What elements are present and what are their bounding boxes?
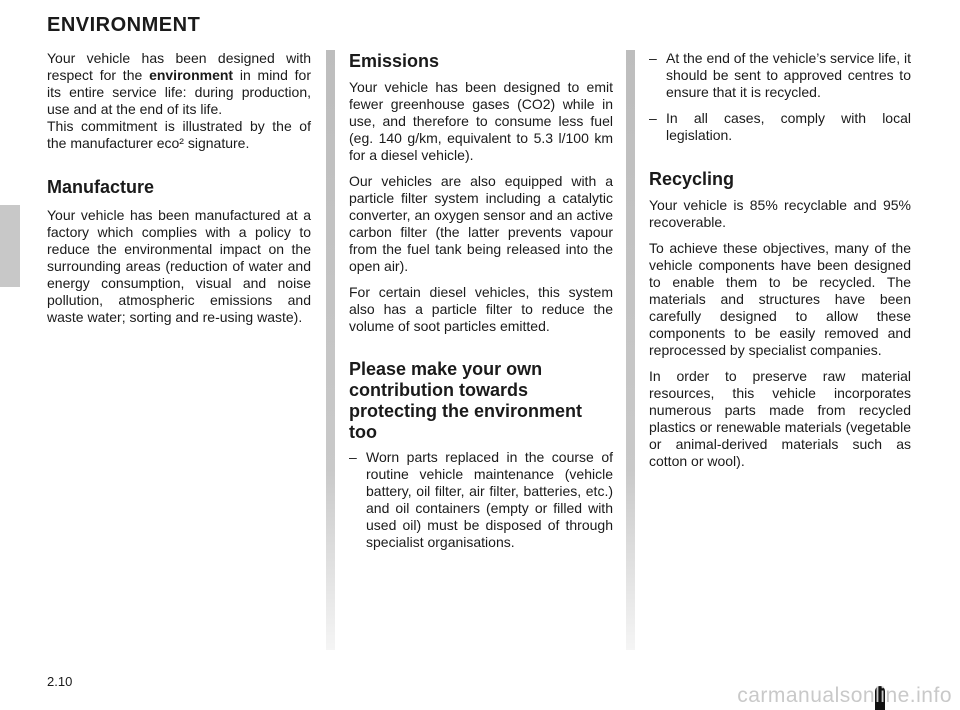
list-item: – In all cases, comply with local legislation.: [649, 110, 911, 143]
column-divider: [326, 50, 335, 650]
recycling-paragraph-3: In order to preserve raw material resources, this vehicle incorporates numerous parts made from recycled plastics or renewable materials (vegetable or animal-derived materials such as cotton or wool).: [649, 368, 911, 469]
manufacture-heading: Manufacture: [47, 177, 155, 197]
list-item: – At the end of the vehicle’s service life, it should be sent to approved centres to ensure that it is recycled.: [649, 50, 911, 100]
watermark: carmanualsonline.info: [737, 684, 952, 707]
page-number: 2.10: [47, 674, 73, 689]
section-side-tab: [0, 205, 20, 287]
emissions-paragraph-3: For certain diesel vehicles, this system also has a particle filter to reduce the volume of soot particles emitted.: [349, 284, 613, 334]
recycling-paragraph-2: To achieve these objectives, many of the vehicle components have been designed to enable them to be recycled. The materials and structures have been carefully designed to allow these components to be easily removed and reprocessed by specialist companies.: [649, 240, 911, 358]
page-title: ENVIRONMENT: [47, 14, 201, 36]
list-item: – Worn parts replaced in the course of routine vehicle maintenance (vehicle battery, oil filter, air filter, batteries, etc.) and oil containers (empty or filled with used oil) must be disposed of through specialist organisations.: [349, 449, 613, 550]
manufacture-paragraph: Your vehicle has been manufactured at a factory which complies with a policy to reduce the environmental impact on the surrounding areas (reduction of water and energy consumption, visual and noise pollution, atmospheric emissions and waste water; sorting and re-using waste).: [47, 207, 311, 325]
emissions-heading: Emissions: [349, 51, 440, 71]
emissions-paragraph-1: Your vehicle has been designed to emit fewer greenhouse gases (CO2) while in use, and therefore to consume less fuel (eg. 140 g/km, equivalent to 5.3 l/100 km for a diesel vehicle).: [349, 79, 613, 163]
intro-bold-word: environment: [149, 67, 234, 83]
dash-bullet: –: [349, 449, 357, 465]
recycling-heading: Recycling: [649, 169, 735, 189]
contribution-heading: Please make your own contribution towards protecting the environment too: [349, 359, 583, 442]
column-1: [47, 50, 311, 335]
recycling-paragraph-1: Your vehicle is 85% recyclable and 95% recoverable.: [649, 197, 911, 230]
emissions-paragraph-2: Our vehicles are also equipped with a particle filter system including a catalytic converter, an oxygen sensor and an active carbon filter (the latter prevents vapour from the fuel tank being released into the open air).: [349, 173, 613, 274]
dash-bullet: –: [649, 110, 657, 126]
column-3: [649, 50, 911, 479]
column-divider: [626, 50, 635, 650]
dash-bullet: –: [649, 50, 657, 66]
column-2: [349, 50, 613, 560]
intro-paragraph: Your vehicle has been designed with respect for the environment in mind for its entire service life: during production, use and at the end of its life. This commitment is illustrated by the of the manufacturer eco² signature.: [47, 50, 311, 151]
